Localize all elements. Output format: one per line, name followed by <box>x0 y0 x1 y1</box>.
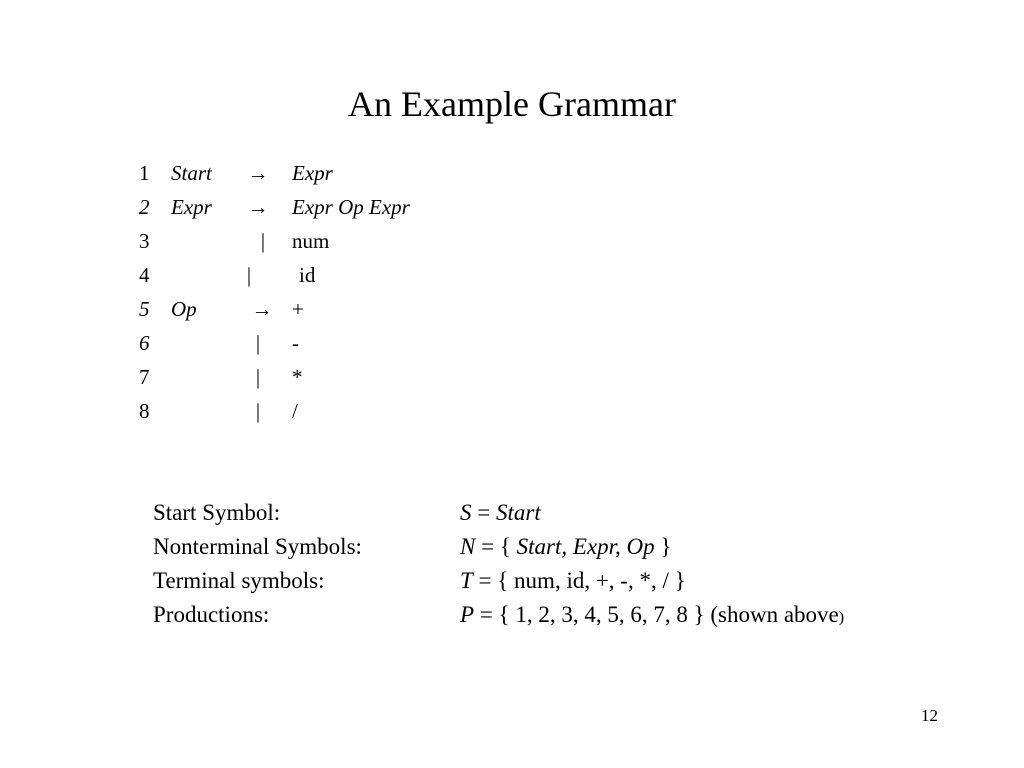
definition-value <box>460 530 671 564</box>
production-rhs: Expr <box>292 161 333 185</box>
production-rhs: - <box>292 331 299 355</box>
production-lhs: Expr <box>171 195 212 219</box>
production-number: 6 <box>139 331 150 355</box>
set-members: Start <box>495 500 541 525</box>
arrow-symbol: → <box>247 195 269 219</box>
alternative-bar: | <box>255 365 261 389</box>
closing-paren: ) <box>838 609 845 626</box>
set-variable: P <box>460 602 475 627</box>
production-number: 2 <box>139 195 150 219</box>
production-number: 7 <box>139 365 150 389</box>
production-lhs: Op <box>171 297 197 321</box>
definition-label: Nonterminal Symbols: <box>153 534 362 559</box>
production-rhs: + <box>292 297 304 321</box>
set-members: = { 1, 2, 3, 4, 5, 6, 7, 8 } (shown above <box>474 602 839 627</box>
alternative-bar: | <box>246 263 252 287</box>
page-number: 12 <box>921 706 938 725</box>
alternative-bar: | <box>255 331 261 355</box>
production-number: 3 <box>139 229 150 253</box>
production-number: 5 <box>139 297 150 321</box>
slide-title: An Example Grammar <box>348 84 676 124</box>
production-rhs: * <box>292 365 303 389</box>
definition-label: Start Symbol: <box>153 500 281 525</box>
set-members: Start, Expr, Op <box>516 534 655 559</box>
production-rhs: Expr Op Expr <box>292 195 410 219</box>
set-variable: T <box>460 568 473 593</box>
arrow-symbol: → <box>247 161 269 185</box>
equals-sign: = <box>471 500 496 525</box>
set-variable: S <box>460 500 472 525</box>
production-rhs: / <box>292 399 298 423</box>
definition-label: Terminal symbols: <box>153 568 325 593</box>
definition-value <box>460 496 541 530</box>
production-lhs: Start <box>171 161 212 185</box>
alternative-bar: | <box>255 399 261 423</box>
production-number: 1 <box>139 161 150 185</box>
set-members: = { num, id, +, -, *, / } <box>472 568 686 593</box>
definition-value <box>460 564 686 598</box>
definition-value <box>460 598 844 635</box>
production-number: 8 <box>139 399 150 423</box>
production-rhs: num <box>292 229 330 253</box>
production-number: 4 <box>139 263 150 287</box>
set-open: = { <box>475 534 517 559</box>
arrow-symbol: → <box>251 297 273 321</box>
set-variable: N <box>460 534 476 559</box>
production-rhs: id <box>299 263 316 287</box>
alternative-bar: | <box>260 229 266 253</box>
set-close: } <box>654 534 672 559</box>
definition-label: Productions: <box>153 602 270 627</box>
